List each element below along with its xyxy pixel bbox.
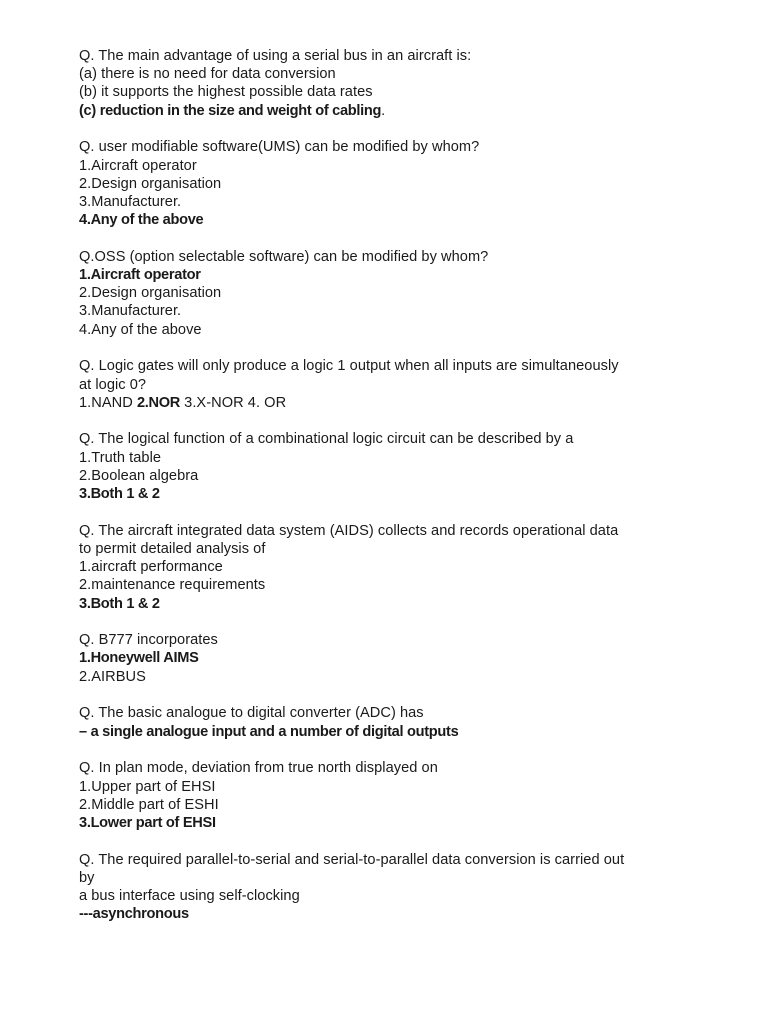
- option-1: 1.Upper part of EHSI: [79, 778, 216, 795]
- question-block-1: [79, 47, 719, 120]
- answer-period: .: [381, 102, 386, 119]
- correct-answer: 4.Any of the above: [79, 212, 204, 229]
- option-1: 1.Aircraft operator: [79, 157, 197, 174]
- option-a: (a) there is no need for data conversion: [79, 66, 336, 83]
- option-2: 2.Design organisation: [79, 175, 222, 192]
- option-b: (b) it supports the highest possible data rates: [79, 84, 373, 101]
- question-block-9: [79, 759, 719, 832]
- option-4: 4.Any of the above: [79, 321, 202, 338]
- correct-answer: (c) reduction in the size and weight of cabling: [79, 102, 382, 119]
- option-2: 2.maintenance requirements: [79, 577, 266, 594]
- question-text-line-2: by: [79, 869, 95, 886]
- question-text: Q. The basic analogue to digital converter (ADC) has: [79, 705, 424, 722]
- inline-options: [79, 394, 719, 412]
- question-block-10: [79, 851, 719, 924]
- option-3: 3.Manufacturer.: [79, 303, 182, 320]
- question-text-line-1: Q. The required parallel-to-serial and serial-to-parallel data conversion is carried out: [79, 851, 625, 868]
- correct-answer: 1.Honeywell AIMS: [79, 650, 199, 667]
- correct-answer: 3.Both 1 & 2: [79, 595, 160, 612]
- option-2: 2.AIRBUS: [79, 668, 146, 685]
- question-block-5: [79, 430, 719, 503]
- option-nand: 1.NAND: [79, 394, 137, 411]
- question-text: Q. user modifiable software(UMS) can be modified by whom?: [79, 139, 480, 156]
- correct-answer: – a single analogue input and a number of digital outputs: [79, 723, 459, 740]
- correct-answer: 3.Lower part of EHSI: [79, 814, 216, 831]
- question-text-line-1: Q. Logic gates will only produce a logic 1 output when all inputs are simultaneously: [79, 358, 619, 375]
- question-text-line-2: at logic 0?: [79, 376, 147, 393]
- question-block-3: [79, 248, 719, 339]
- question-text-line-1: Q. The aircraft integrated data system (AIDS) collects and records operational data: [79, 522, 619, 539]
- question-list: [79, 47, 719, 942]
- option-2: 2.Middle part of ESHI: [79, 796, 219, 813]
- option-2: 2.Design organisation: [79, 285, 222, 302]
- question-text: Q. In plan mode, deviation from true north displayed on: [79, 760, 438, 777]
- correct-answer: 1.Aircraft operator: [79, 267, 201, 284]
- question-text-line-2: to permit detailed analysis of: [79, 540, 266, 557]
- option-2: 2.Boolean algebra: [79, 467, 199, 484]
- question-block-6: [79, 522, 719, 613]
- question-block-2: [79, 138, 719, 229]
- question-text: Q. B777 incorporates: [79, 632, 218, 649]
- question-text: Q.OSS (option selectable software) can be modified by whom?: [79, 248, 489, 265]
- question-text: Q. The main advantage of using a serial bus in an aircraft is:: [79, 48, 472, 64]
- option-xnor-or: 3.X-NOR 4. OR: [180, 394, 287, 411]
- option-1: 1.Truth table: [79, 449, 162, 466]
- question-text: Q. The logical function of a combinational logic circuit can be described by a: [79, 431, 574, 448]
- question-block-4: [79, 357, 719, 412]
- correct-answer: 2.NOR: [136, 394, 181, 411]
- question-block-7: [79, 631, 719, 686]
- answer-option-c: [79, 102, 719, 120]
- option-3: 3.Manufacturer.: [79, 193, 182, 210]
- option-1: 1.aircraft performance: [79, 559, 223, 576]
- correct-answer: ---asynchronous: [79, 906, 189, 923]
- question-block-8: [79, 704, 719, 740]
- question-text-line-3: a bus interface using self-clocking: [79, 888, 300, 905]
- correct-answer: 3.Both 1 & 2: [79, 486, 160, 503]
